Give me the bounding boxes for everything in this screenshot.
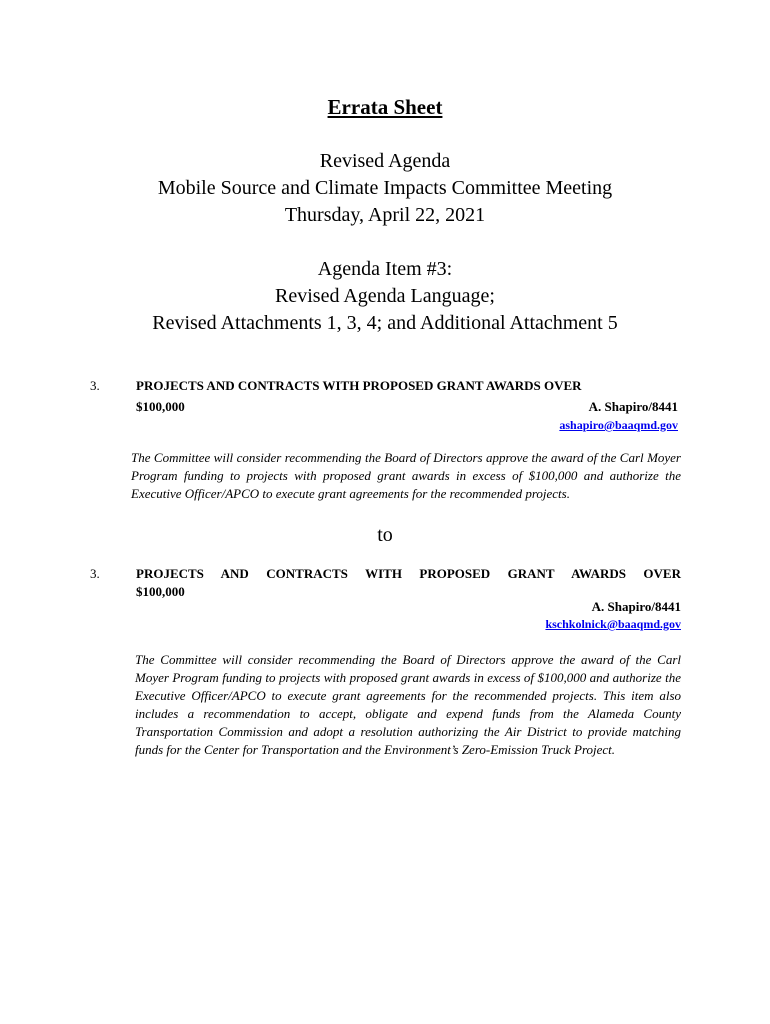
original-email-wrap: [480, 416, 678, 434]
meeting-header: [0, 148, 770, 229]
revised-item-heading-1: PROJECTS AND CONTRACTS WITH PROPOSED GRANT AWARDS OVER: [136, 566, 681, 581]
revised-item-number: 3.: [90, 566, 100, 581]
separator-to: to: [377, 524, 393, 546]
revised-presenter: A. Shapiro/8441: [591, 599, 681, 614]
agenda-line-3: Revised Attachments 1, 3, 4; and Additional Attachment 5: [152, 312, 618, 334]
revised-email-link[interactable]: kschkolnick@baaqmd.gov: [545, 617, 681, 631]
agenda-line-1: Agenda Item #3:: [317, 258, 453, 280]
page-title: Errata Sheet: [327, 95, 443, 119]
agenda-line-2: Revised Agenda Language;: [275, 285, 495, 307]
header-line-1: Revised Agenda: [319, 150, 451, 172]
revised-email-wrap: [480, 615, 681, 633]
revised-item-heading-2: $100,000: [136, 584, 185, 599]
header-line-3: Thursday, April 22, 2021: [284, 204, 486, 226]
original-item-number: 3.: [90, 378, 100, 393]
revised-description: The Committee will consider recommending the Board of Directors approve the award of the Carl Moyer Program funding to projects with proposed grant awards in excess of $100,000 and authorize the Executive Officer/APCO to execute grant agreements for the recommended projects. This item also includes a recommendation to accept, obligate and expend funds from the Alameda County Transportation Commission and adopt a resolution authorizing the Air District to provide matching funds for the Center for Transportation and the Environment’s Zero-Emission Truck Project.: [135, 652, 681, 757]
original-item-heading-1: PROJECTS AND CONTRACTS WITH PROPOSED GRANT AWARDS OVER: [136, 378, 582, 393]
original-email-link[interactable]: ashapiro@baaqmd.gov: [559, 418, 678, 432]
agenda-item-header: [0, 256, 770, 337]
original-presenter: A. Shapiro/8441: [588, 399, 678, 414]
original-description: The Committee will consider recommending the Board of Directors approve the award of the Carl Moyer Program funding to projects with proposed grant awards in excess of $100,000 and authorize the Executive Officer/APCO to execute grant agreements for the recommended projects.: [131, 450, 681, 501]
original-item-heading-2: $100,000: [136, 399, 185, 414]
header-line-2: Mobile Source and Climate Impacts Committee Meeting: [157, 177, 613, 199]
